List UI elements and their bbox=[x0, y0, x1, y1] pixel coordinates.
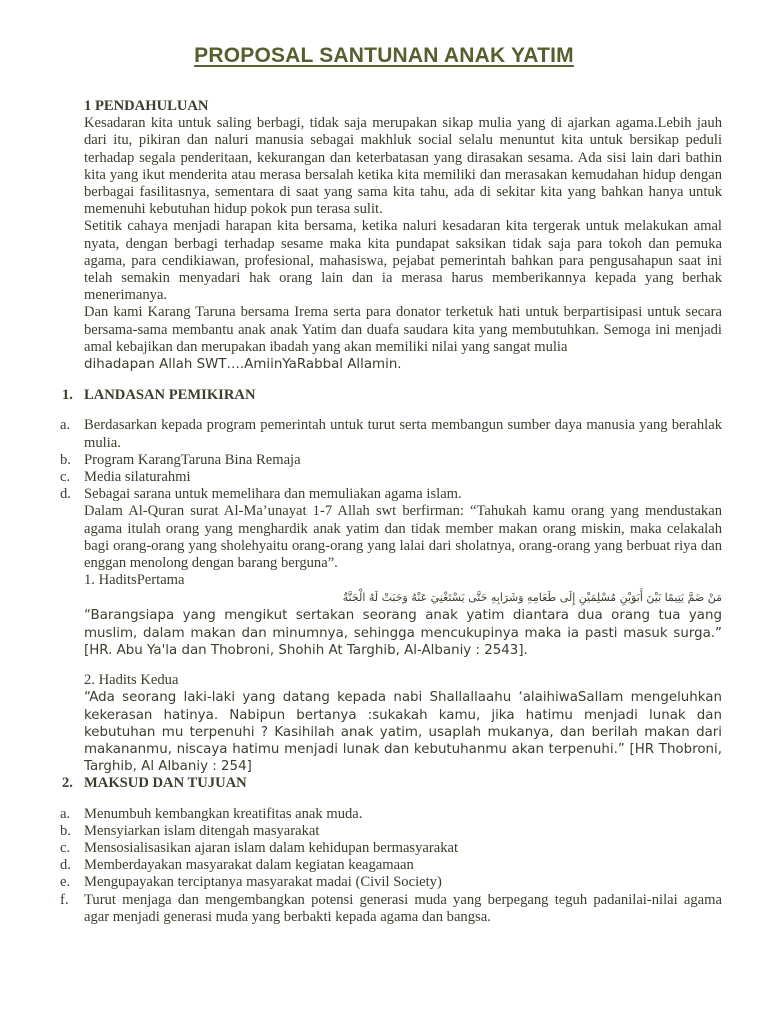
hadits-2-title: 2. Hadits Kedua bbox=[84, 672, 179, 689]
list-marker: c. bbox=[60, 469, 71, 486]
section-number: 2. bbox=[62, 775, 73, 792]
list-item-text: Menumbuh kembangkan kreatifitas anak muda. bbox=[84, 805, 363, 822]
list-item-text: Mengupayakan terciptanya masyarakat madai (Civil Society) bbox=[84, 874, 442, 891]
list-item bbox=[60, 822, 722, 840]
section-number: 1. bbox=[62, 387, 73, 404]
section-heading-landasan bbox=[62, 387, 722, 404]
list-item bbox=[60, 874, 722, 891]
section-title: MAKSUD DAN TUJUAN bbox=[84, 775, 247, 792]
list-item bbox=[60, 486, 722, 503]
hadits-1-text: “Barangsiapa yang mengikut sertakan seorang anak yatim diantara dua orang tua yang muslim, dalam makan dan minumnya, sehingga mencukupinya maka ia pasti masuk surga.” [HR. Abu Ya'la dan Thobroni, Shohih At Targhib, Al-Albaniy : 2543]. bbox=[84, 608, 722, 658]
document-title: PROPOSAL SANTUNAN ANAK YATIM bbox=[194, 44, 574, 67]
list-item-text: Mensyiarkan islam ditengah masyarakat bbox=[84, 822, 320, 839]
hadits-2-text: “Ada seorang laki-laki yang datang kepada nabi Shallallaahu ‘alaihiwaSallam mengeluhkan kekerasan hatinya. Nabipun bertanya :sukakah kamu, jika hatimu menjadi lunak dan kebutuhan mu terpenuhi ? Kasihilah anak yatim, usaplah mukanya, dan berilah makan dari makananmu, niscaya hatimu menjadi lunak dan kebutuhanmu akan terpenuhi.” [HR Thobroni, Targhib, Al Albaniy : 254] bbox=[84, 690, 722, 775]
list-item-text: Program KarangTaruna Bina Remaja bbox=[84, 451, 301, 468]
landasan-list bbox=[60, 417, 722, 503]
list-item bbox=[60, 839, 722, 857]
list-marker: c. bbox=[60, 839, 71, 856]
maksud-list bbox=[60, 805, 722, 926]
list-marker: b. bbox=[60, 822, 71, 839]
list-item bbox=[60, 469, 722, 486]
section-title: LANDASAN PEMIKIRAN bbox=[84, 387, 256, 404]
document-body bbox=[60, 98, 722, 926]
list-item-text: Mensosialisasikan ajaran islam dalam kehidupan bermasyarakat bbox=[84, 839, 459, 856]
paragraph-pendahuluan-2: Setitik cahaya menjadi harapan kita bersama, ketika naluri kesadaran kita tergerak untuk melakukan amal nyata, dengan berbagi terhadap sesame maka kita pundapat saksikan tidak saja para tokoh dan pemuka agama, para cendikiawan, profesional, mahasiswa, pejabat pemerintah bahkan para pengusahapun saat ini telah semakin menyadari hak orang lain dan ia merasa harus memberikannya kepada yang berhak menerimanya. bbox=[84, 218, 722, 304]
hadits-1-arabic: مَنْ ضَمَّ يَتِيمًا بَيْنَ أَبَوَيْنِ مُسْلِمَيْنِ إِلَى طَعَامِهِ وَشَرَابِهِ حَتَّى يَسْتَغْنِيَ عَنْهُ وَجَبَتْ لَهُ الْجَنَّةُ bbox=[342, 591, 722, 605]
list-marker: e. bbox=[60, 874, 71, 891]
list-marker: d. bbox=[60, 857, 71, 874]
list-item-text: Memberdayakan masyarakat dalam kegiatan keagamaan bbox=[84, 857, 414, 874]
list-item bbox=[60, 805, 722, 823]
list-marker: a. bbox=[60, 417, 71, 434]
list-marker: a. bbox=[60, 805, 71, 822]
section-heading-maksud bbox=[62, 775, 722, 792]
list-marker: d. bbox=[60, 486, 71, 503]
paragraph-quran: Dalam Al-Quran surat Al-Ma’unayat 1-7 Allah swt berfirman: “Tahukah kamu orang yang mendustakan agama itulah orang yang menghardik anak yatim dan tidak member makan orang miskin, maka celakalah bagi orang-orang yang sholehyaitu orang-orang yang lalai dari sholatnya, orang-orang yang berbuat riya dan enggan menolong dengan barang berguna”. bbox=[84, 503, 722, 572]
list-item-text: Turut menjaga dan mengembangkan potensi generasi muda yang berpegang teguh padanilai-nilai agama agar menjadi generasi muda yang berbakti kepada agama dan bangsa. bbox=[84, 891, 722, 925]
list-item bbox=[60, 451, 722, 469]
paragraph-pendahuluan-closing: dihadapan Allah SWT….AmiinYaRabbal Allamin. bbox=[84, 357, 402, 373]
paragraph-pendahuluan-1: Kesadaran kita untuk saling berbagi, tidak saja merupakan sikap mulia yang di ajarkan agama.Lebih jauh dari itu, pikiran dan naluri manusia sebagai makhluk social selalu menuntut kita untuk bersikap peduli terhadap segala penderitaan, kekurangan dan keterbatasan yang dirasakan sesama. Ada sisi lain dari bathin kita yang ikut menderita atau merasa bersalah ketika kita memiliki dan merasakan kemudahan hidup dengan berbagai fasilitasnya, sementara di saat yang sama kita tahu, ada di sekitar kita yang bahkan hanya untuk memenuhi kebutuhan hidup pokok pun terasa sulit. bbox=[84, 115, 722, 218]
hadits-1-title: 1. HaditsPertama bbox=[84, 572, 185, 589]
list-item bbox=[60, 857, 722, 874]
section-heading-pendahuluan: 1 PENDAHULUAN bbox=[84, 98, 209, 114]
list-item bbox=[60, 891, 722, 926]
list-marker: f. bbox=[60, 891, 69, 908]
list-item bbox=[60, 417, 722, 451]
list-marker: b. bbox=[60, 451, 71, 468]
list-item-text: Sebagai sarana untuk memelihara dan memuliakan agama islam. bbox=[84, 486, 462, 503]
list-item-text: Media silaturahmi bbox=[84, 469, 191, 486]
paragraph-pendahuluan-3: Dan kami Karang Taruna bersama Irema serta para donator terketuk hati untuk berpartisipasi untuk secara bersama-sama membantu anak anak Yatim dan duafa saudara kita yang membutuhkan. Semoga ini menjadi amal kebajikan dan merupakan ibadah yang akan memiliki nilai yang sangat mulia bbox=[84, 304, 722, 355]
list-item-text: Berdasarkan kepada program pemerintah untuk turut serta membangun sumber daya manusia yang berahlak mulia. bbox=[84, 417, 722, 451]
